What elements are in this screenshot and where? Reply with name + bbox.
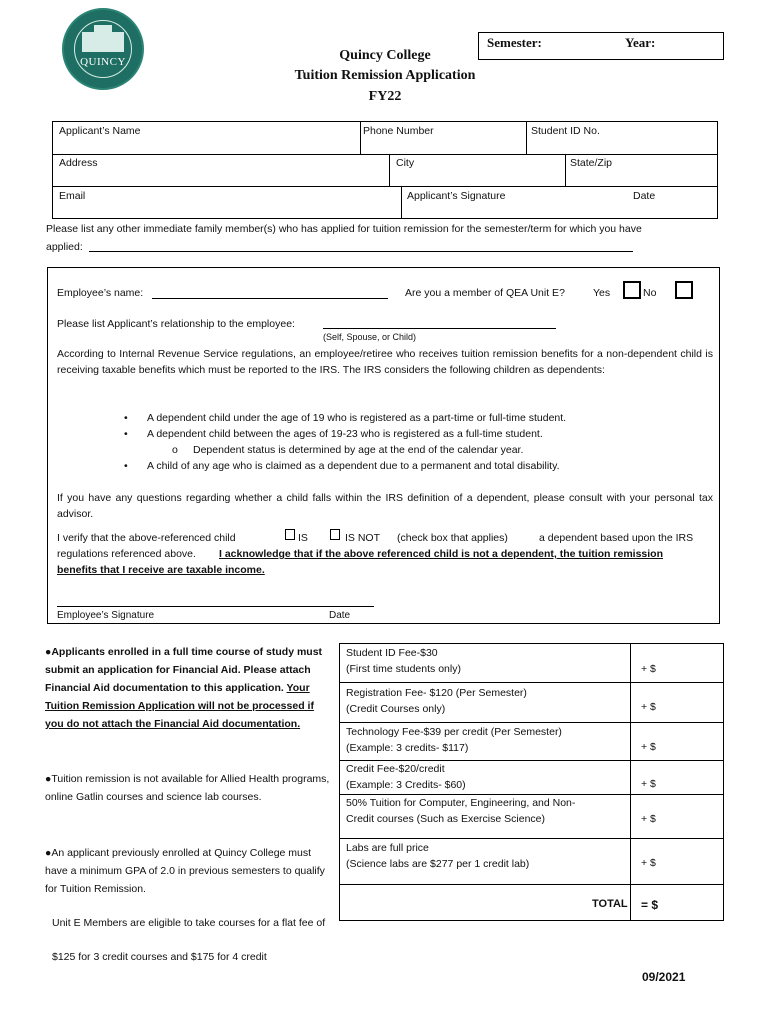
family-members-line[interactable] [89, 251, 633, 252]
logo-text: QUINCY [80, 56, 126, 68]
fee-amount-1[interactable]: + $ [641, 663, 656, 675]
applied-label: applied: [46, 241, 83, 253]
bullet-dot: • [124, 460, 128, 472]
fee-amount-3[interactable]: + $ [641, 741, 656, 753]
applicant-info-table [52, 121, 718, 219]
fulltime-note [45, 643, 330, 733]
unit-e-note-1: Unit E Members are eligible to take courses for a flat fee of [52, 917, 326, 929]
qea-no-label: No [643, 287, 657, 299]
fee-amount-6[interactable]: + $ [641, 857, 656, 869]
fee-line: Labs are full price [346, 842, 429, 854]
address-field[interactable]: Address [59, 157, 98, 169]
applicant-signature-field[interactable]: Applicant’s Signature [407, 190, 506, 202]
relationship-label: Please list Applicant’s relationship to the employee: [57, 318, 295, 330]
fulltime-note-warning: Your Tuition Remission Application will not be processed if you do not attach the Financial Aid documentation. [45, 682, 314, 730]
allied-health-note: ●Tuition remission is not available for Allied Health programs, online Gatlin courses and science lab courses. [45, 773, 330, 803]
state-zip-field[interactable]: State/Zip [570, 157, 613, 169]
year-label: Year: [625, 35, 656, 50]
unit-e-note-2: $125 for 3 credit courses and $175 for 4 credit [52, 951, 267, 963]
fee-line: (Science labs are $277 per 1 credit lab) [346, 858, 530, 870]
revision-date: 09/2021 [642, 970, 686, 984]
verify-line-2: regulations referenced above. [57, 548, 196, 560]
college-seal-logo [62, 8, 144, 90]
fulltime-note-text: ●Applicants enrolled in a full time course of study must submit an application for Financial Aid. Please attach Financial Aid documentation to this application. [45, 646, 323, 694]
total-label: TOTAL [592, 898, 628, 910]
dependent-bullet-3: A child of any age who is claimed as a dependent due to a permanent and total disability. [147, 460, 560, 472]
applicant-name-field[interactable]: Applicant’s Name [59, 125, 141, 137]
dependent-bullet-1: A dependent child under the age of 19 who is registered as a part-time or full-time student. [147, 412, 567, 424]
fee-line: (Example: 3 credits- $117) [346, 742, 469, 754]
relationship-hint: (Self, Spouse, or Child) [323, 332, 417, 342]
email-field[interactable]: Email [59, 190, 86, 202]
fee-line: Registration Fee- $120 (Per Semester) [346, 687, 527, 699]
fee-row-3 [346, 724, 562, 756]
city-field[interactable]: City [396, 157, 415, 169]
fee-line: 50% Tuition for Computer, Engineering, and Non- [346, 797, 576, 809]
qea-question: Are you a member of QEA Unit E? [405, 287, 565, 299]
form-title: Tuition Remission Application [294, 68, 476, 83]
employee-signature-line[interactable] [57, 606, 374, 607]
student-id-field[interactable]: Student ID No. [531, 125, 600, 137]
fee-line: Credit Fee-$20/credit [346, 763, 445, 775]
qea-yes-label: Yes [593, 287, 611, 299]
fee-line: Technology Fee-$39 per credit (Per Semester) [346, 726, 562, 738]
fee-row-4 [346, 761, 466, 793]
sub-bullet-circle: o [172, 444, 178, 456]
dependent-bullet-2: A dependent child between the ages of 19-23 who is registered as a full-time student. [147, 428, 543, 440]
fee-row-5 [346, 795, 575, 827]
fiscal-year: FY22 [368, 89, 402, 104]
fee-line: Credit courses (Such as Exercise Science) [346, 813, 545, 825]
bullet-dot: • [124, 412, 128, 424]
employee-name-label: Employee’s name: [57, 287, 144, 299]
fee-row-2 [346, 685, 527, 717]
fee-amount-5[interactable]: + $ [641, 813, 656, 825]
family-members-question: Please list any other immediate family member(s) who has applied for tuition remission for the semester/term for which you have [46, 223, 642, 235]
fee-line: (Example: 3 Credits- $60) [346, 779, 466, 791]
qea-yes-checkbox[interactable] [623, 281, 641, 299]
irs-intro: According to Internal Revenue Service regulations, an employee/retiree who receives tuition remission benefits for a non-dependent child is receiving taxable benefits which must be reported to the IRS. The IRS considers the following children as dependents: [57, 348, 713, 376]
bullet-dot: • [124, 428, 128, 440]
is-label: IS [298, 532, 308, 544]
qea-no-checkbox[interactable] [675, 281, 693, 299]
dependent-sub-bullet: Dependent status is determined by age at the end of the calendar year. [193, 444, 524, 456]
fee-table [339, 643, 724, 921]
check-box-note: (check box that applies) [397, 532, 508, 544]
gpa-note: ●An applicant previously enrolled at Quincy College must have a minimum GPA of 2.0 in previous semesters to qualify for Tuition Remission. [45, 847, 325, 895]
fee-amount-4[interactable]: + $ [641, 778, 656, 790]
fee-line: (First time students only) [346, 663, 461, 675]
fee-amount-2[interactable]: + $ [641, 701, 656, 713]
fee-line: Student ID Fee-$30 [346, 647, 438, 659]
employee-signature-label: Employee’s Signature [57, 610, 155, 621]
verify-tail: a dependent based upon the IRS [539, 532, 694, 544]
phone-number-field[interactable]: Phone Number [363, 125, 434, 137]
acknowledge-text-a: I acknowledge that if the above referenced child is not a dependent, the tuition remission [219, 548, 663, 560]
applicant-date-field[interactable]: Date [633, 190, 656, 202]
verify-lead: I verify that the above-referenced child [57, 532, 236, 544]
is-not-checkbox[interactable] [330, 529, 340, 540]
tax-advisor-note: If you have any questions regarding whether a child falls within the IRS definition of a dependent, please consult with your personal tax advisor. [57, 492, 713, 520]
is-not-label: IS NOT [345, 532, 381, 544]
acknowledge-text-b: benefits that I receive are taxable income. [57, 564, 265, 576]
is-checkbox[interactable] [285, 529, 295, 540]
employee-date-label: Date [329, 610, 351, 621]
fee-row-1 [346, 645, 461, 677]
semester-label: Semester: [487, 35, 542, 50]
employee-name-line[interactable] [152, 298, 388, 299]
fee-row-6 [346, 840, 529, 872]
total-amount[interactable]: = $ [641, 898, 659, 912]
college-name: Quincy College [339, 48, 431, 63]
fee-line: (Credit Courses only) [346, 703, 446, 715]
relationship-line[interactable] [323, 328, 556, 329]
